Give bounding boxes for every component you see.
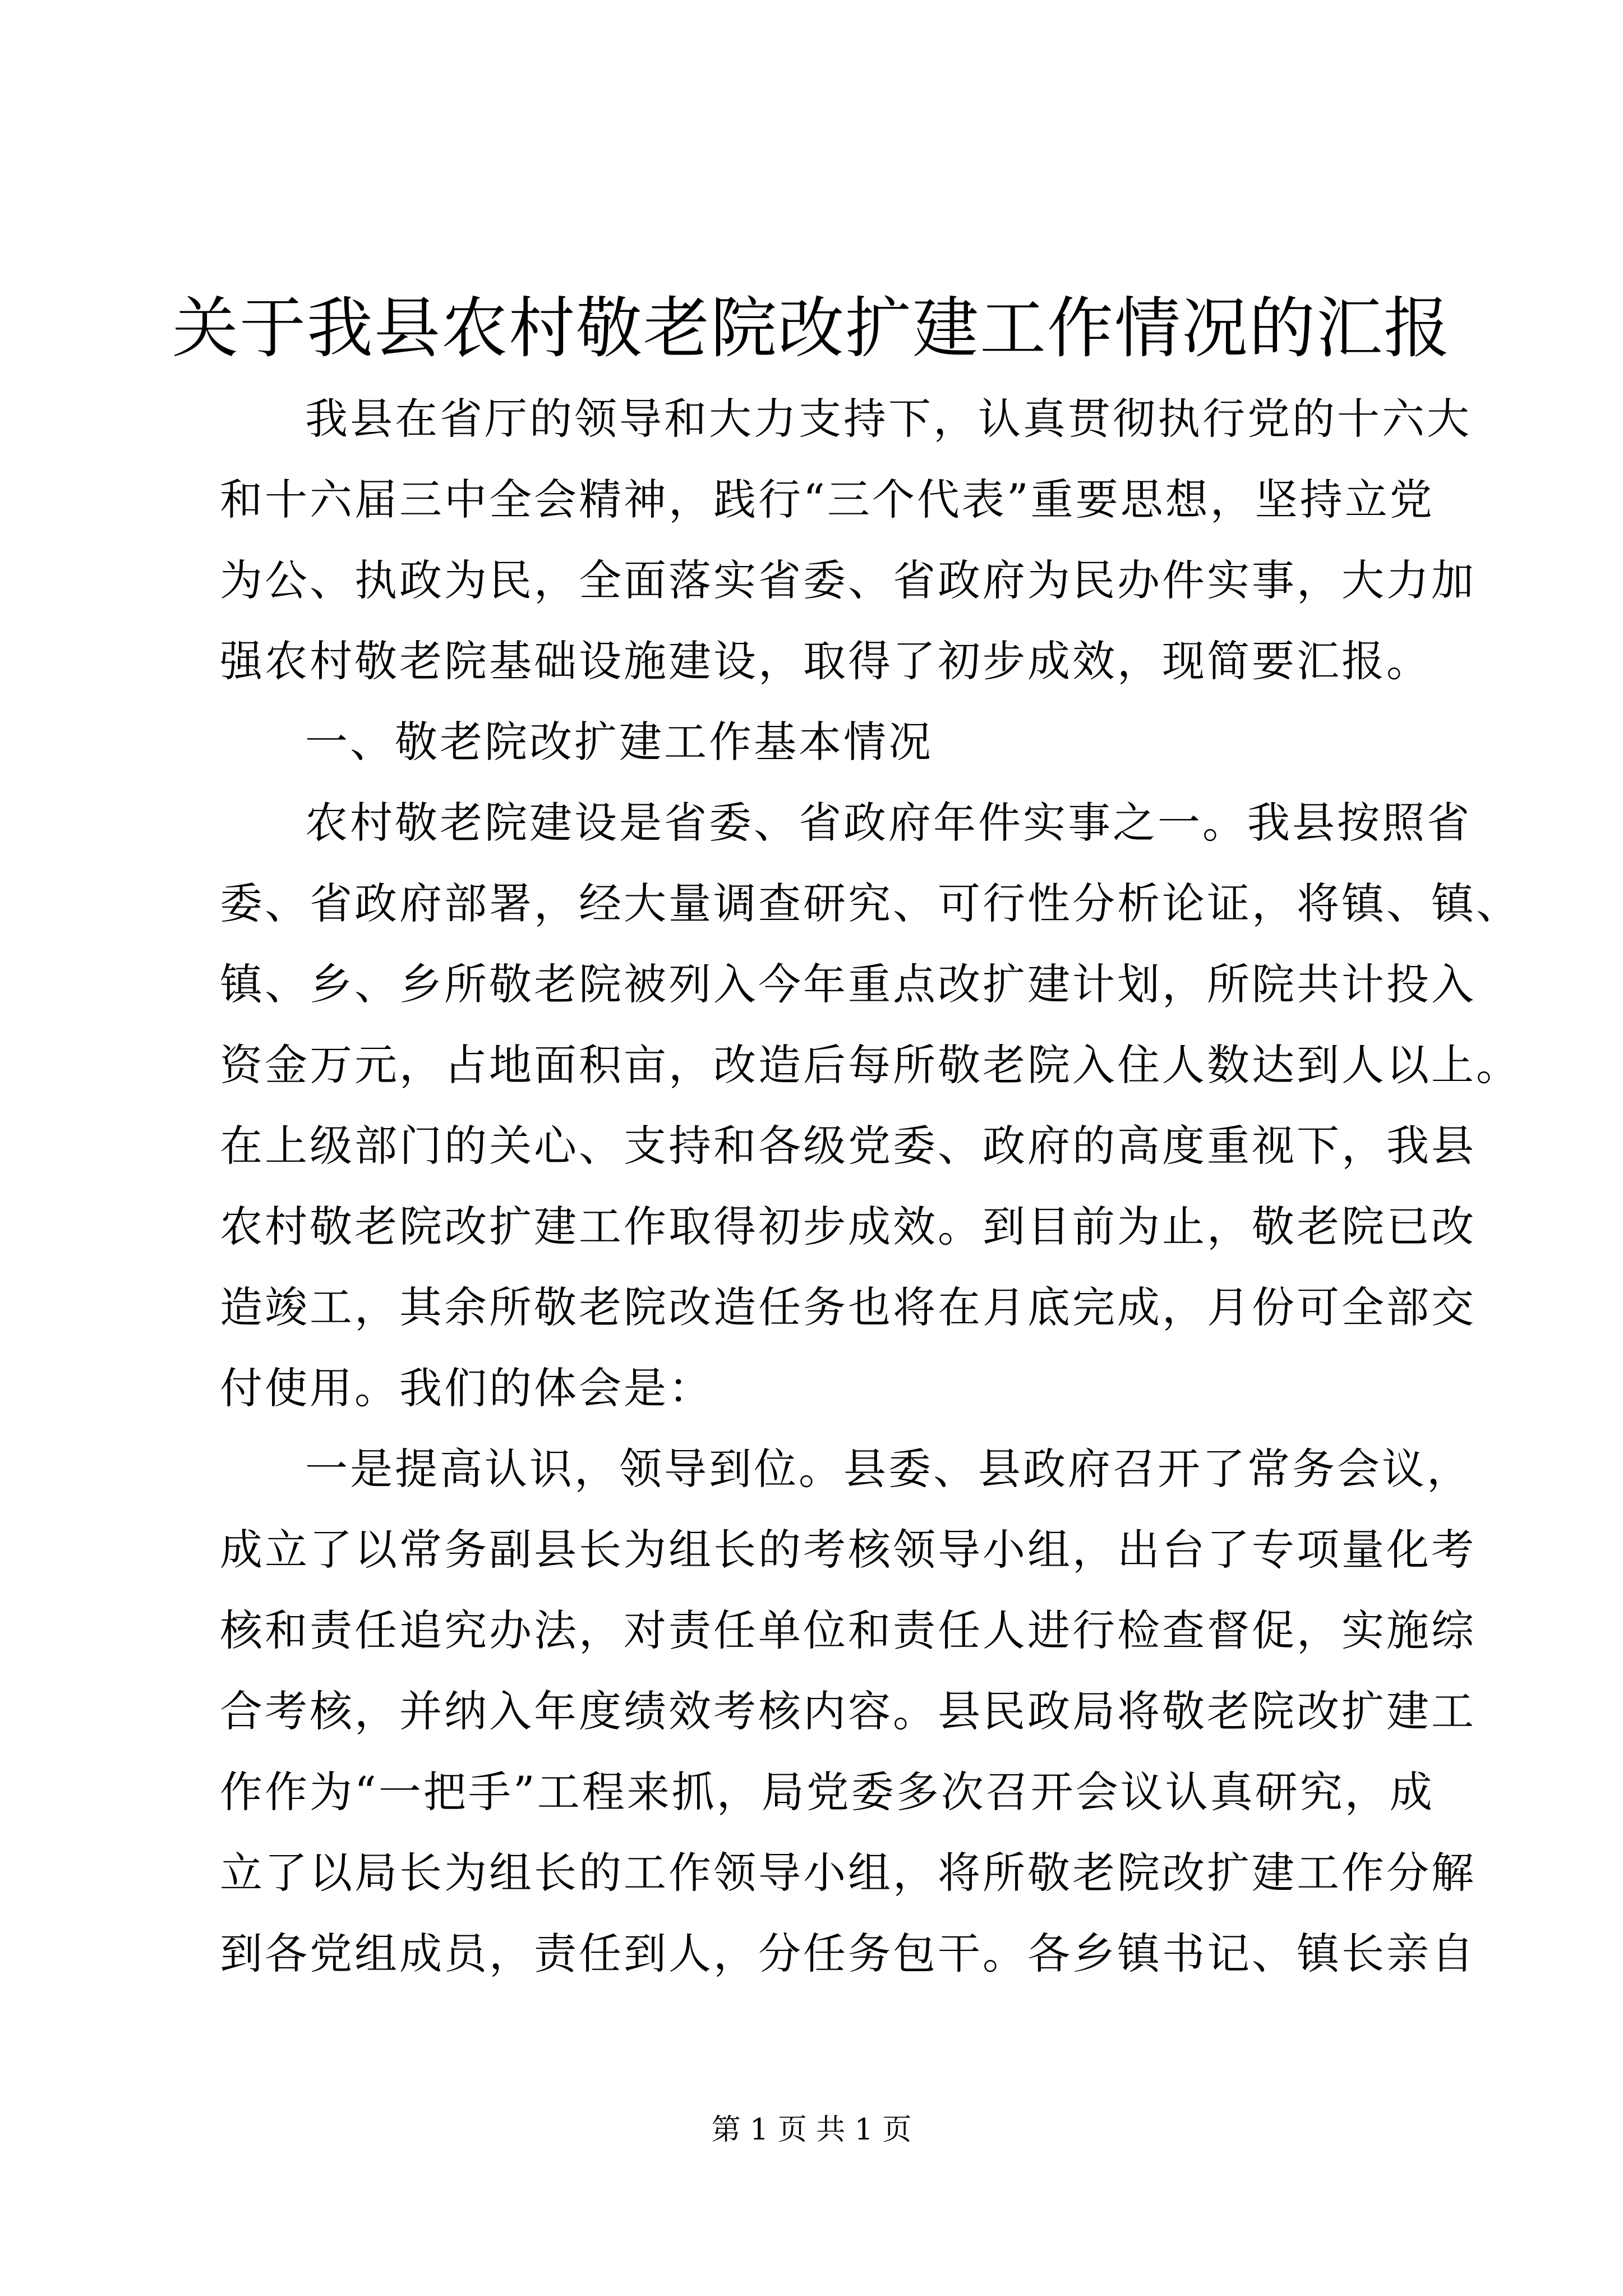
text-line: 作作为“一把手”工程来抓，局党委多次召开会议认真研究，成 — [220, 1767, 1435, 1817]
text-line: 委、省政府部署，经大量调查研究、可行性分析论证，将镇、镇、 — [220, 878, 1521, 928]
page-footer: 第 1 页 共 1 页 — [711, 2113, 912, 2147]
text-line: 合考核，并纳入年度绩效考核内容。县民政局将敬老院改扩建工 — [220, 1686, 1476, 1736]
text-line: 成立了以常务副县长为组长的考核领导小组，出台了专项量化考 — [220, 1525, 1476, 1575]
section-heading-text: 一、敬老院改扩建工作基本情况 — [305, 717, 933, 767]
paragraph-point-one — [220, 1429, 1476, 1994]
text-line: 一是提高认识，领导到位。县委、县政府召开了常务会议， — [305, 1444, 1472, 1494]
text-line: 付使用。我们的体会是： — [220, 1363, 713, 1413]
paragraph-overview — [220, 783, 1521, 1429]
text-line: 镇、乡、乡所敬老院被列入今年重点改扩建计划，所院共计投入 — [220, 959, 1476, 1009]
text-line: 为公、执政为民，全面落实省委、省政府为民办件实事，大力加 — [220, 555, 1476, 605]
text-line: 我县在省厅的领导和大力支持下，认真贯彻执行党的十六大 — [305, 394, 1472, 444]
text-line: 核和责任追究办法，对责任单位和责任人进行检查督促，实施综 — [220, 1605, 1476, 1655]
document-title: 关于我县农村敬老院改扩建工作情况的汇报 — [172, 289, 1451, 367]
text-line: 造竣工，其余所敬老院改造任务也将在月底完成，月份可全部交 — [220, 1282, 1476, 1332]
text-line: 立了以局长为组长的工作领导小组，将所敬老院改扩建工作分解 — [220, 1848, 1476, 1898]
text-line: 在上级部门的关心、支持和各级党委、政府的高度重视下，我县 — [220, 1121, 1476, 1171]
text-line: 农村敬老院改扩建工作取得初步成效。到目前为止，敬老院已改 — [220, 1202, 1476, 1251]
text-line: 资金万元，占地面积亩，改造后每所敬老院入住人数达到人以上。 — [220, 1040, 1521, 1090]
paragraph-intro — [220, 379, 1476, 702]
text-line: 到各党组成员，责任到人，分任务包干。各乡镇书记、镇长亲自 — [220, 1929, 1476, 1978]
section-heading — [220, 702, 1403, 783]
text-line: 和十六届三中全会精神，践行“三个代表”重要思想，坚持立党 — [220, 475, 1435, 524]
text-line: 农村敬老院建设是省委、省政府年件实事之一。我县按照省 — [305, 798, 1472, 848]
document-body — [220, 379, 1521, 1994]
text-line: 强农村敬老院基础设施建设，取得了初步成效，现简要汇报。 — [220, 636, 1431, 686]
